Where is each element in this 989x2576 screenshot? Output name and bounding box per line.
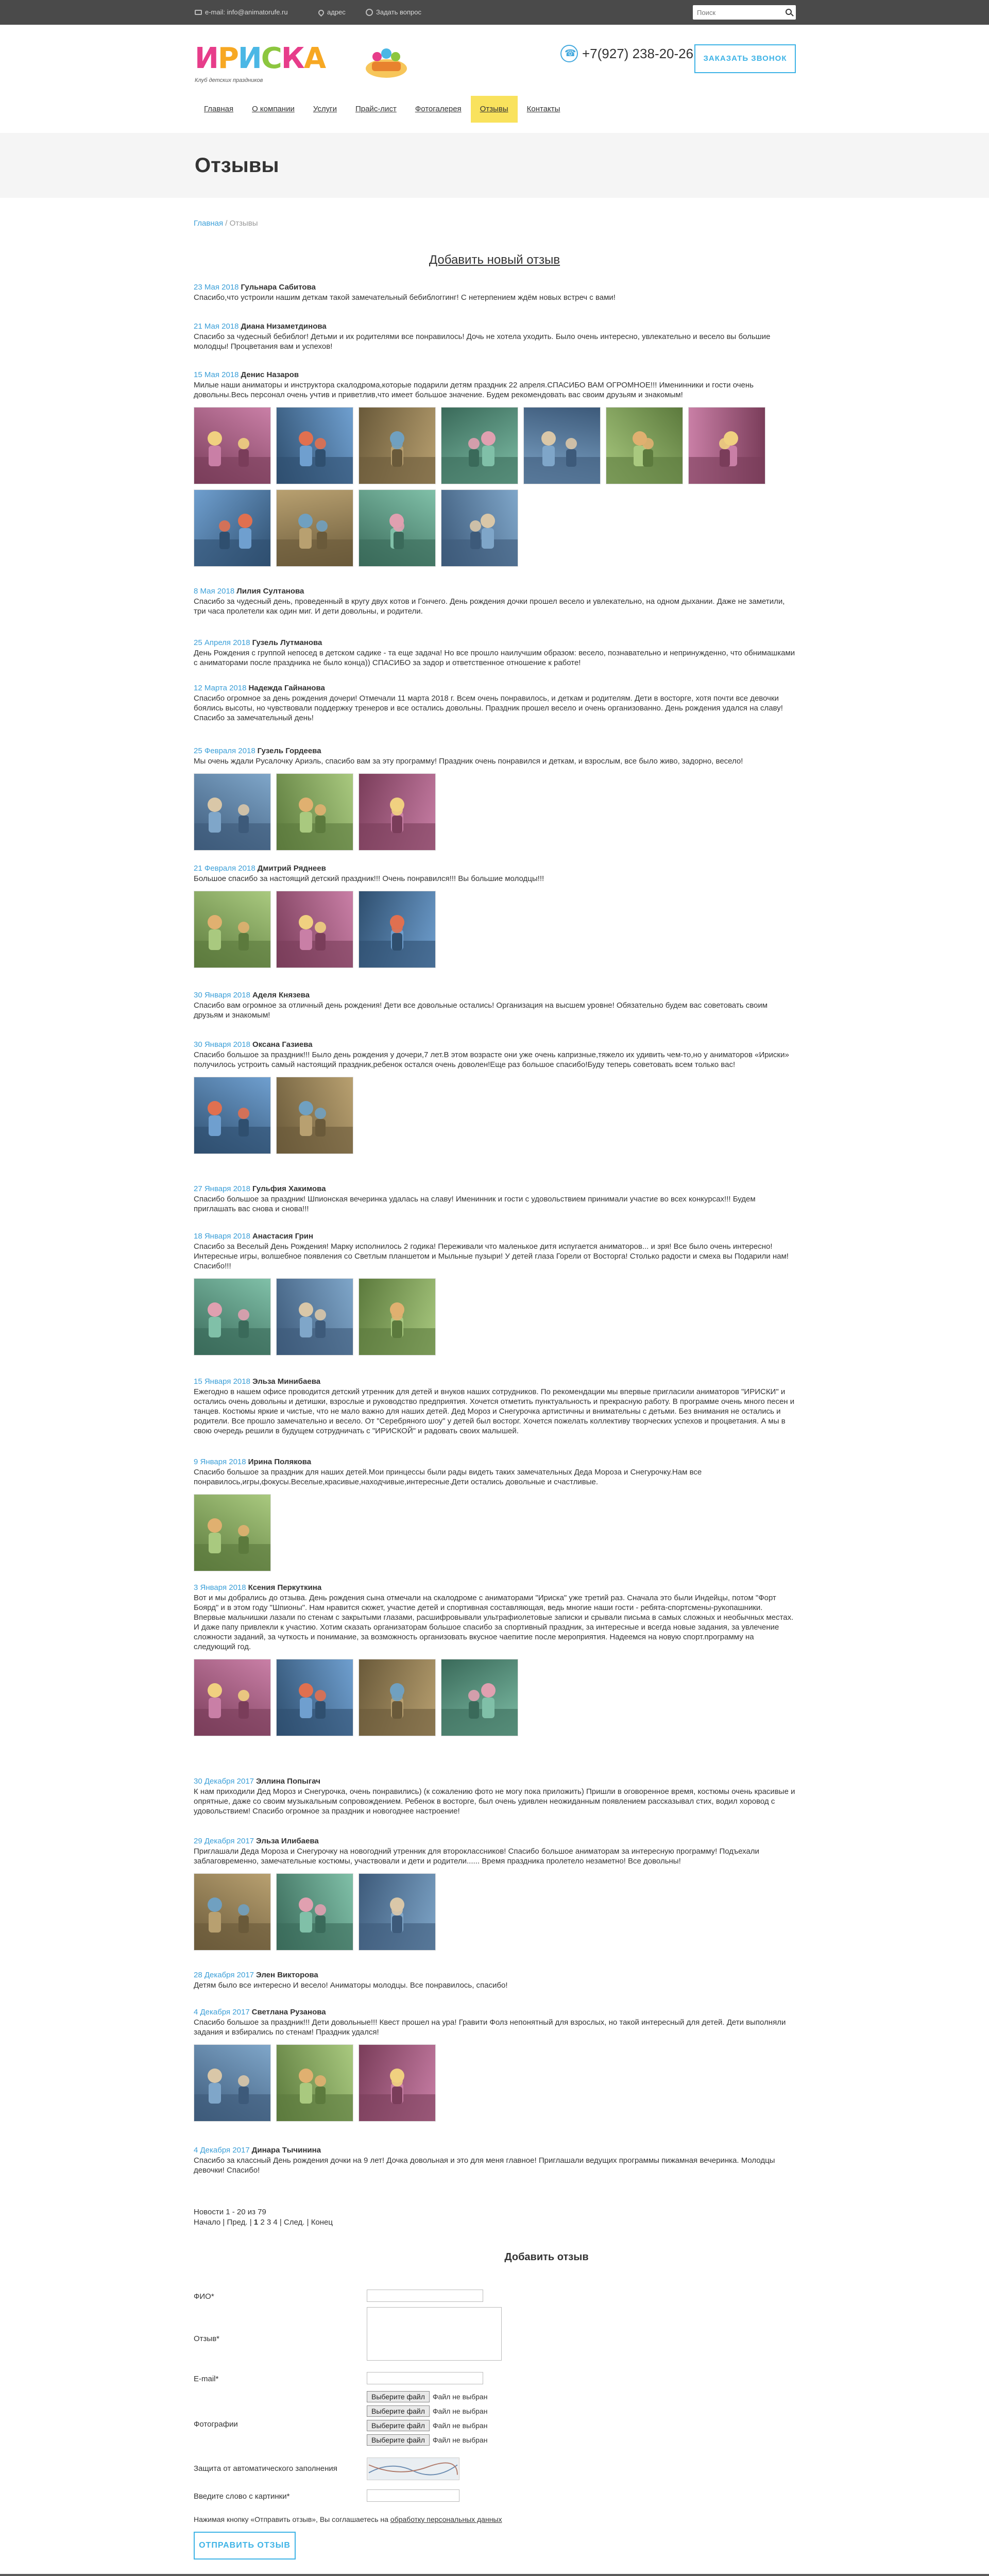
review-photo[interactable] <box>276 1659 353 1736</box>
review-photo[interactable] <box>194 1659 271 1736</box>
review-author: Динара Тычинина <box>251 2146 321 2155</box>
review-photo[interactable] <box>441 407 518 484</box>
review-item <box>194 321 796 351</box>
review-item <box>194 863 796 968</box>
review-item <box>194 1836 796 1951</box>
pagination-page: 1 <box>253 2218 259 2227</box>
file-status: Файл не выбран <box>432 2407 488 2415</box>
breadcrumb-home[interactable]: Главная <box>194 219 224 228</box>
breadcrumb-current: Отзывы <box>229 219 258 228</box>
review-text: Спасибо за чудесный день, проведенный в кругу двух котов и Гончего. День рождения дочки прошел весело и увлекательно, на одном дыхании. Даже не заметили, три часа пролетели как один миг. И дети довольны, и родители. <box>194 597 785 616</box>
review-photo[interactable] <box>194 2044 271 2122</box>
review-author: Дмитрий Ряднеев <box>257 864 326 873</box>
file-field <box>367 2419 487 2432</box>
review-date: 4 Декабря 2017 <box>194 2008 250 2016</box>
footer <box>0 2574 989 2576</box>
nav-gallery[interactable]: Фотогалерея <box>415 105 462 113</box>
review-author: Денис Назаров <box>241 370 299 379</box>
nav-home[interactable]: Главная <box>204 105 234 113</box>
review-photos <box>194 407 781 567</box>
photo-thumbnail <box>194 891 270 968</box>
photo-thumbnail <box>277 774 353 850</box>
review-photos <box>194 1873 781 1951</box>
review-date: 8 Мая 2018 <box>194 587 235 596</box>
file-button[interactable]: Выберите файл <box>367 2391 430 2402</box>
photo-thumbnail <box>277 1874 353 1950</box>
review-textarea[interactable] <box>367 2307 502 2361</box>
review-photo[interactable] <box>606 407 683 484</box>
review-author: Гузель Гордеева <box>257 747 321 755</box>
breadcrumb <box>194 218 258 229</box>
review-text: Спасибо огромное за день рождения дочери! Отмечали 11 марта 2018 г. Всем очень понравилось, и деткам и родителям. Дети в восторге, хотя почти все девочки боялись высоты, но чувствовали поддержку тренеров и все остались довольны. Праздник прошел весело и очень организованно. День рождения удался на славу! Спасибо за замечательный день! <box>194 694 783 722</box>
review-photo[interactable] <box>276 1873 353 1951</box>
review-item <box>194 1231 796 1355</box>
pagination-summary: Новости 1 - 20 из 79 <box>194 2208 266 2216</box>
file-field <box>367 2405 487 2417</box>
top-bar <box>0 0 989 25</box>
review-photo[interactable] <box>359 773 436 851</box>
review-item <box>194 1040 796 1154</box>
review-photos <box>194 1077 781 1154</box>
review-meta <box>194 282 796 292</box>
review-item <box>194 2007 796 2122</box>
review-photos <box>194 1659 781 1736</box>
review-author: Гульфия Хакимова <box>252 1184 326 1193</box>
review-text: Большое спасибо за настоящий детский праздник!!! Очень понравился!!! Вы большие молодцы!!! <box>194 874 544 883</box>
breadcrumb-separator: / <box>223 219 230 228</box>
topbar-address-text: адрес <box>327 8 346 16</box>
photo-thumbnail <box>194 1279 270 1355</box>
review-photo[interactable] <box>194 1077 271 1154</box>
review-photo[interactable] <box>441 1659 518 1736</box>
review-meta <box>194 863 796 873</box>
captcha-input-label: Введите слово с картинки* <box>194 2492 290 2501</box>
photo-thumbnail <box>359 2045 435 2121</box>
review-author: Эллина Попыгач <box>256 1777 320 1786</box>
review-date: 15 Мая 2018 <box>194 370 239 379</box>
review-photo[interactable] <box>276 2044 353 2122</box>
pagination-page[interactable]: 3 <box>266 2218 271 2227</box>
review-text: Ежегодно в нашем офисе проводится детский утренник для детей и внуков наших сотрудников. По рекомендации мы впервые пригласили аниматоров "ИРИСКИ" и остались очень довольны и детишки, взрослые и руководство предприятия. Хочется отметить пунктуальность и прекрасную работу. В программе очень много песен и танцев. Костюмы яркие и чистые, что не мало важно для наших детей. Дед Мороз и Снегурочка артистичны и внимательны с детьми. Без внимания не остались и родители. Все прошло замечательно и весело. От "Серебряного шоу" у детей был восторг. Хочется пожелать коллективу творческих успехов и процветания. А мы в свою очередь решили в будущем сотрудничать с "ИРИСКОЙ" и радовать своих малышей. <box>194 1387 795 1435</box>
review-photo[interactable] <box>194 489 271 567</box>
email-label: E-mail* <box>194 2375 219 2383</box>
photo-thumbnail <box>277 891 353 968</box>
file-button[interactable]: Выберите файл <box>367 2405 430 2417</box>
review-meta <box>194 1231 796 1241</box>
page-title: Отзывы <box>195 154 279 177</box>
review-author: Ирина Полякова <box>248 1458 312 1466</box>
title-band <box>0 133 989 198</box>
review-photo[interactable] <box>194 1494 271 1571</box>
review-photo[interactable] <box>359 407 436 484</box>
review-meta <box>194 2145 796 2155</box>
review-meta <box>194 683 796 693</box>
review-item <box>194 638 796 668</box>
review-meta <box>194 1776 796 1786</box>
review-photo[interactable] <box>276 1278 353 1355</box>
nav-contacts[interactable]: Контакты <box>526 105 560 113</box>
logo-tagline: Клуб детских праздников <box>195 77 263 83</box>
review-author: Ксения Перкуткина <box>248 1583 322 1592</box>
review-photo[interactable] <box>441 489 518 567</box>
review-text: Мы очень ждали Русалочку Ариэль, спасибо вам за эту программу! Праздник очень понравился и деткам, и взрослым, все было живо, задорно, весело! <box>194 757 743 766</box>
photo-thumbnail <box>277 408 353 484</box>
photo-thumbnail <box>194 1495 270 1571</box>
review-form <box>194 2250 796 2550</box>
pagination-links: Начало | Пред. | 1 2 3 4 | След. | Конец <box>194 2218 333 2227</box>
review-photo[interactable] <box>276 1077 353 1154</box>
pin-icon <box>317 8 326 16</box>
review-author: Светлана Рузанова <box>251 2008 326 2016</box>
phone-icon <box>560 45 578 62</box>
logo[interactable] <box>195 42 326 84</box>
review-meta <box>194 586 796 596</box>
review-text: Спасибо,что устроили нашим деткам такой замечательный бебиблоггинг! С нетерпением ждём новых встреч с вами! <box>194 293 616 302</box>
review-text: Спасибо за Веселый День Рождения! Марку исполнилось 2 годика! Переживали что маленькое дитя испугается аниматоров... и зря! Все было очень интересно! Интересные игры, волшебное появления со Светлым планшетом и Мыльные пузыри! У детей глаза Горели от Восторга! Столько радости и смеха вы Подарили нам! Спасибо!!! <box>194 1242 789 1270</box>
review-item <box>194 1457 796 1571</box>
pagination-next[interactable]: След. <box>283 2218 305 2227</box>
logo-wordmark: ИРИСКА <box>195 42 326 75</box>
photo-thumbnail <box>359 1659 435 1736</box>
review-item <box>194 1776 796 1816</box>
review-photos <box>194 2044 781 2122</box>
review-author: Надежда Гайнанова <box>248 684 325 692</box>
review-meta <box>194 1457 796 1467</box>
review-photos <box>194 891 781 968</box>
review-text: Спасибо за классный День рождения дочки на 9 лет! Дочка довольная и это для меня главное! Приглашали ведущих программы пижамная вечеринка. Молодцы девочки! Спасибо! <box>194 2156 775 2175</box>
pagination-page[interactable]: 4 <box>273 2218 278 2227</box>
photo-thumbnail <box>194 774 270 850</box>
review-date: 4 Декабря 2017 <box>194 2146 250 2155</box>
review-date: 12 Марта 2018 <box>194 684 247 692</box>
review-meta <box>194 990 796 1000</box>
review-item <box>194 2145 796 2175</box>
photo-thumbnail <box>194 1077 270 1154</box>
review-photos <box>194 1278 781 1355</box>
review-meta <box>194 1970 796 1980</box>
topbar-ask-text: Задать вопрос <box>376 8 421 16</box>
review-photo[interactable] <box>194 773 271 851</box>
photo-thumbnail <box>359 1279 435 1355</box>
fio-input[interactable] <box>367 2290 483 2302</box>
review-text: Спасибо большое за праздник! Шпионская вечеринка удалась на славу! Именинник и гости с удовольствием принимали участие во всех конкурсах!!! Будем приглашать вас снова и снова!!! <box>194 1195 756 1213</box>
review-label: Отзыв* <box>194 2334 220 2343</box>
photo-thumbnail <box>194 2045 270 2121</box>
review-item <box>194 1377 796 1436</box>
review-meta <box>194 1040 796 1049</box>
consent-link[interactable]: обработку персональных данных <box>390 2515 502 2523</box>
review-author: Гульнара Сабитова <box>241 283 316 292</box>
review-text: Милые наши аниматоры и инструктора скалодрома,которые подарили детям праздник 22 апреля.СПАСИБО ВАМ ОГРОМНОЕ!!! Именинники и гости очень довольны.Весь персонал очень учтив и приветлив,что имеет большое значение. Будем рекомендовать вас своим друзьям и знакомым! <box>194 381 754 399</box>
review-photo[interactable] <box>523 407 601 484</box>
review-text: Детям было все интересно И весело! Аниматоры молодцы. Все понравилось, спасибо! <box>194 1981 508 1990</box>
photo-thumbnail <box>194 408 270 484</box>
photo-thumbnail <box>277 2045 353 2121</box>
review-photo[interactable] <box>276 891 353 968</box>
photo-thumbnail <box>441 1659 518 1736</box>
review-meta <box>194 638 796 648</box>
photo-thumbnail <box>359 1874 435 1950</box>
review-photo[interactable] <box>359 489 436 567</box>
photo-thumbnail <box>194 1659 270 1736</box>
review-meta <box>194 1184 796 1194</box>
review-photo[interactable] <box>359 891 436 968</box>
review-photo[interactable] <box>194 1278 271 1355</box>
file-field <box>367 2391 487 2403</box>
captcha-input[interactable] <box>367 2489 459 2502</box>
captcha-label: Защита от автоматического заполнения <box>194 2464 337 2473</box>
photo-thumbnail <box>277 1659 353 1736</box>
review-date: 9 Января 2018 <box>194 1458 246 1466</box>
review-date: 29 Декабря 2017 <box>194 1837 254 1845</box>
review-item <box>194 1184 796 1214</box>
review-date: 3 Января 2018 <box>194 1583 246 1592</box>
photo-thumbnail <box>524 408 600 484</box>
review-text: Спасибо большое за праздник!!! Дети довольные!!! Квест прошел на ура! Гравити Фолз непонятный для взрослых, но такой интересный для детей. Дети выполняли задания и взбирались по стенам! Праздник удался! <box>194 2018 786 2037</box>
review-photo[interactable] <box>359 2044 436 2122</box>
review-text: День Рождения с группой непосед в детском садике - та еще задача! Но все прошло наилучшим образом: весело, познавательно и непринужденно, что обнимашками с аниматорами после праздника не было конца)) СПАСИБО за задор и ответственное отношение к работе! <box>194 649 795 667</box>
review-item <box>194 1583 796 1736</box>
review-meta <box>194 1583 796 1592</box>
callback-button[interactable]: ЗАКАЗАТЬ ЗВОНОК <box>694 44 796 73</box>
review-item <box>194 282 796 302</box>
photo-thumbnail <box>277 490 353 566</box>
review-text: Спасибо за чудесный бебиблог! Детьми и их родителями все понравилось! Дочь не хотела уходить. Было очень интересно, увлекательно и весело вы большие молодцы! Процветания вам и успехов! <box>194 332 771 351</box>
file-status: Файл не выбран <box>432 2421 488 2430</box>
review-meta <box>194 370 796 380</box>
review-meta <box>194 321 796 331</box>
pagination-start: Начало <box>194 2218 221 2227</box>
review-photo[interactable] <box>359 1873 436 1951</box>
pagination-page[interactable]: 2 <box>260 2218 265 2227</box>
topbar-email-text: e-mail: info@animatorufe.ru <box>205 8 288 16</box>
email-input[interactable] <box>367 2372 483 2384</box>
photo-thumbnail <box>277 1279 353 1355</box>
photo-thumbnail <box>689 408 765 484</box>
add-review-link[interactable]: Добавить новый отзыв <box>429 253 560 267</box>
review-photo[interactable] <box>688 407 765 484</box>
review-author: Аделя Князева <box>252 991 310 999</box>
topbar-email[interactable] <box>195 8 288 17</box>
envelope-icon <box>195 10 202 15</box>
review-author: Эльза Илибаева <box>256 1837 319 1845</box>
review-photo[interactable] <box>194 891 271 968</box>
review-item <box>194 746 796 851</box>
header-phone-text: +7(927) 238-20-26 <box>582 46 694 61</box>
review-meta <box>194 1836 796 1846</box>
topbar-ask[interactable] <box>366 8 421 17</box>
review-photo[interactable] <box>276 773 353 851</box>
review-author: Анастасия Грин <box>252 1232 314 1241</box>
nav-reviews[interactable]: Отзывы <box>471 96 518 123</box>
review-meta <box>194 1377 796 1386</box>
file-button[interactable]: Выберите файл <box>367 2434 430 2446</box>
captcha-image <box>367 2458 459 2480</box>
photo-thumbnail <box>441 408 518 484</box>
question-icon <box>366 9 373 16</box>
review-date: 18 Января 2018 <box>194 1232 250 1241</box>
review-author: Эльза Минибаева <box>252 1377 321 1386</box>
file-field <box>367 2434 487 2446</box>
review-text: К нам приходили Дед Мороз и Снегурочка, очень понравились) (к сожалению фото не могу пока приложить) Пришли в оговоренное время, костюмы очень красивые и опрятные, даже со своим музыкальным сопровождением. Ребенок в восторге, был очень удивлен неожиданным появлением рассказывал стих, водил хоровод с удовольствием! Спасибо огромное за праздник и новогоднее настроение! <box>194 1787 795 1816</box>
review-meta <box>194 746 796 756</box>
pagination <box>194 2207 333 2228</box>
photo-thumbnail <box>606 408 683 484</box>
review-date: 15 Января 2018 <box>194 1377 250 1386</box>
review-item <box>194 990 796 1020</box>
review-text: Спасибо вам огромное за отличный день рождения! Дети все довольные остались! Организация на высшем уровне! Обязательно будем вас советовать своим друзьям и знакомым! <box>194 1001 768 1020</box>
file-status: Файл не выбран <box>432 2436 488 2444</box>
review-date: 30 Января 2018 <box>194 991 250 999</box>
header-phone[interactable] <box>560 43 693 64</box>
pagination-end[interactable]: Конец <box>311 2218 333 2227</box>
review-text: Спасибо большое за праздник!!! Было день рождения у дочери,7 лет.В этом возрасте они уже очень капризные,тяжело их удивить чем-то,но у аниматоров «Ириски» получилось устроить самый настоящий праздник,ребенок остался очень доволен!Еще раз большое спасибо!Буду теперь советовать всем только вас! <box>194 1050 789 1069</box>
partner-logo <box>361 45 412 81</box>
review-author: Оксана Газиева <box>252 1040 313 1049</box>
submit-review-button[interactable]: ОТПРАВИТЬ ОТЗЫВ <box>194 2532 296 2560</box>
review-date: 30 Января 2018 <box>194 1040 250 1049</box>
header <box>0 25 989 99</box>
review-photo[interactable] <box>276 407 353 484</box>
review-date: 25 Апреля 2018 <box>194 638 250 647</box>
review-date: 21 Февраля 2018 <box>194 864 255 873</box>
review-text: Вот и мы добрались до отзыва. День рождения сына отмечали на скалодроме с аниматорами "Ириска" уже третий раз. Сначала это были Индейцы, потом "Форт Боярд" и в этом году "Шпионы". Нам нравится сюжет, участие детей и спортивная составляющая, ведь многие наши гости - ребята-спортсмены-рукопашники. Впервые мальчишки лазали по стенам с закрытыми глазами, расшифровывали ультрафиолетовые записки и срывали письма в самых сложных и необычных местах. И даже папу привлекли к участию. Хотим сказать организаторам большое спасибо за спортивный праздник, за интересные и всегда новые задания, за увлечение сложности заданий, за чуткость и понимание, за возможность организовать вкусное чаепитие после мероприятия. Надеемся на новую спорт.программу на следующий год. <box>194 1594 794 1651</box>
review-date: 30 Декабря 2017 <box>194 1777 254 1786</box>
review-date: 21 Мая 2018 <box>194 322 239 331</box>
nav-services[interactable]: Услуги <box>313 105 337 113</box>
review-text: Приглашали Деда Мороза и Снегурочку на новогодний утренник для второклассников! Спасибо большое аниматорам за интересную программу! Подъехали заблаговременно, замечательные костюмы, участвовали и дети и родители...... Время праздника пролетело незаметно! Все довольны! <box>194 1847 759 1866</box>
review-photo[interactable] <box>194 1873 271 1951</box>
review-author: Элен Викторова <box>256 1971 318 1979</box>
photo-thumbnail <box>359 408 435 484</box>
review-item <box>194 683 796 723</box>
review-photos <box>194 1494 781 1571</box>
review-meta <box>194 2007 796 2017</box>
review-author: Гузель Лутманова <box>252 638 322 647</box>
review-item <box>194 1970 796 1990</box>
review-photo[interactable] <box>359 1278 436 1355</box>
photo-thumbnail <box>277 1077 353 1154</box>
pagination-prev: Пред. <box>227 2218 248 2227</box>
photos-label: Фотографии <box>194 2420 238 2429</box>
photo-thumbnail <box>441 490 518 566</box>
review-date: 25 Февраля 2018 <box>194 747 255 755</box>
consent-prefix: Нажимая кнопку «Отправить отзыв», Вы соглашаетесь на <box>194 2515 388 2523</box>
photo-thumbnail <box>194 490 270 566</box>
review-date: 27 Января 2018 <box>194 1184 250 1193</box>
main-nav <box>195 96 569 123</box>
search-icon[interactable] <box>786 9 792 15</box>
file-button[interactable]: Выберите файл <box>367 2420 430 2431</box>
topbar-address[interactable] <box>318 8 346 17</box>
nav-price[interactable]: Прайс-лист <box>355 105 397 113</box>
photo-thumbnail <box>359 774 435 850</box>
search-input[interactable] <box>693 5 778 20</box>
review-item <box>194 370 796 567</box>
photo-thumbnail <box>194 1874 270 1950</box>
form-title: Добавить отзыв <box>504 2251 589 2263</box>
review-text: Спасибо большое за праздник для наших детей.Мои принцессы были рады видеть таких замечательных Деда Мороза и Снегурочку.Нам все понравилось,игры,фокусы.Веселые,красивые,находчивые,интересные.Дети остались довольные и счастливые. <box>194 1468 702 1486</box>
photo-thumbnail <box>359 490 435 566</box>
review-date: 23 Мая 2018 <box>194 283 239 292</box>
review-author: Диана Низаметдинова <box>241 322 327 331</box>
search-box <box>693 5 796 20</box>
review-author: Лилия Султанова <box>236 587 304 596</box>
review-photo[interactable] <box>359 1659 436 1736</box>
photo-thumbnail <box>359 891 435 968</box>
review-date: 28 Декабря 2017 <box>194 1971 254 1979</box>
nav-about[interactable]: О компании <box>252 105 295 113</box>
fio-label: ФИО* <box>194 2292 214 2301</box>
review-photo[interactable] <box>276 489 353 567</box>
review-photo[interactable] <box>194 407 271 484</box>
review-photos <box>194 773 781 851</box>
file-status: Файл не выбран <box>432 2393 488 2401</box>
review-item <box>194 586 796 616</box>
consent-text <box>194 2514 502 2524</box>
